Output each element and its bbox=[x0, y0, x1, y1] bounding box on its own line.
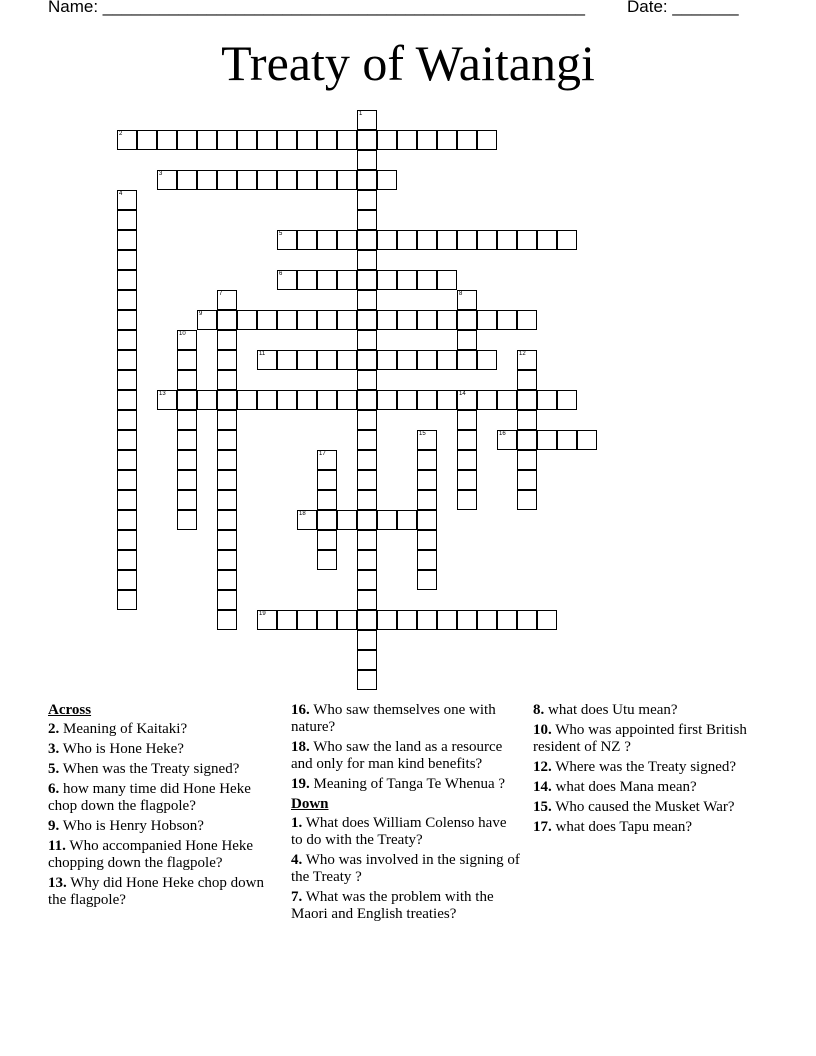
clue-down-15: 15. Who caused the Musket War? bbox=[533, 799, 735, 815]
grid-cell[interactable] bbox=[377, 350, 397, 370]
grid-cell[interactable] bbox=[217, 370, 237, 390]
grid-cell[interactable] bbox=[297, 350, 317, 370]
grid-cell[interactable] bbox=[357, 570, 377, 590]
grid-cell[interactable] bbox=[457, 430, 477, 450]
grid-cell[interactable] bbox=[477, 350, 497, 370]
grid-cell[interactable] bbox=[317, 550, 337, 570]
grid-cell[interactable] bbox=[277, 310, 297, 330]
cell-number: 15 bbox=[419, 431, 426, 437]
clues-column-3 bbox=[533, 702, 763, 839]
grid-cell[interactable] bbox=[277, 610, 297, 630]
grid-cell[interactable] bbox=[417, 490, 437, 510]
grid-cell[interactable] bbox=[317, 530, 337, 550]
grid-cell[interactable] bbox=[417, 610, 437, 630]
grid-cell[interactable] bbox=[317, 170, 337, 190]
grid-cell[interactable] bbox=[337, 170, 357, 190]
clue-across-18: 18. Who saw the land as a resource and only for man kind benefits? bbox=[291, 739, 503, 772]
grid-cell[interactable] bbox=[417, 350, 437, 370]
across-heading: Across bbox=[48, 702, 92, 718]
grid-cell[interactable] bbox=[357, 490, 377, 510]
grid-cell[interactable] bbox=[317, 270, 337, 290]
grid-cell[interactable] bbox=[217, 390, 237, 410]
grid-cell[interactable] bbox=[357, 190, 377, 210]
cell-number: 11 bbox=[259, 351, 266, 357]
grid-cell[interactable] bbox=[357, 450, 377, 470]
grid-cell[interactable] bbox=[417, 470, 437, 490]
grid-cell[interactable] bbox=[417, 570, 437, 590]
grid-cell[interactable] bbox=[557, 230, 577, 250]
grid-cell[interactable] bbox=[477, 230, 497, 250]
clue-across-6: 6. how many time did Hone Heke chop down the flagpole? bbox=[48, 781, 251, 814]
name-field-label: Name: ___________________________________________________ bbox=[48, 0, 585, 16]
grid-cell[interactable] bbox=[117, 270, 137, 290]
grid-cell[interactable] bbox=[517, 450, 537, 470]
clue-across-16: 16. Who saw themselves one with nature? bbox=[291, 702, 496, 735]
cell-number: 7 bbox=[219, 291, 223, 297]
grid-cell[interactable] bbox=[217, 490, 237, 510]
grid-cell[interactable] bbox=[417, 230, 437, 250]
cell-number: 17 bbox=[319, 451, 326, 457]
grid-cell[interactable] bbox=[357, 250, 377, 270]
grid-cell[interactable] bbox=[297, 390, 317, 410]
cell-number: 2 bbox=[119, 131, 123, 137]
grid-cell[interactable] bbox=[117, 410, 137, 430]
grid-cell[interactable] bbox=[357, 430, 377, 450]
grid-cell[interactable] bbox=[417, 390, 437, 410]
grid-cell[interactable] bbox=[317, 510, 337, 530]
grid-cell[interactable] bbox=[357, 630, 377, 650]
grid-cell[interactable] bbox=[217, 550, 237, 570]
grid-cell[interactable] bbox=[397, 610, 417, 630]
grid-cell[interactable] bbox=[177, 490, 197, 510]
grid-cell[interactable] bbox=[317, 610, 337, 630]
grid-cell[interactable] bbox=[437, 390, 457, 410]
date-field-label: Date: _______ bbox=[627, 0, 739, 16]
grid-cell[interactable] bbox=[537, 430, 557, 450]
grid-cell[interactable] bbox=[497, 430, 517, 450]
grid-cell[interactable] bbox=[397, 310, 417, 330]
clue-across-9: 9. Who is Henry Hobson? bbox=[48, 818, 204, 834]
grid-cell[interactable] bbox=[257, 350, 277, 370]
cell-number: 13 bbox=[159, 391, 166, 397]
clue-down-17: 17. what does Tapu mean? bbox=[533, 819, 693, 835]
clue-across-11: 11. Who accompanied Hone Heke chopping down the flagpole? bbox=[48, 838, 254, 871]
grid-cell[interactable] bbox=[517, 350, 537, 370]
grid-cell[interactable] bbox=[197, 310, 217, 330]
grid-cell[interactable] bbox=[257, 170, 277, 190]
grid-cell[interactable] bbox=[397, 230, 417, 250]
grid-cell[interactable] bbox=[357, 370, 377, 390]
cell-number: 19 bbox=[259, 611, 266, 617]
grid-cell[interactable] bbox=[417, 530, 437, 550]
grid-cell[interactable] bbox=[357, 290, 377, 310]
grid-cell[interactable] bbox=[337, 350, 357, 370]
grid-cell[interactable] bbox=[377, 230, 397, 250]
grid-cell[interactable] bbox=[317, 350, 337, 370]
grid-cell[interactable] bbox=[477, 610, 497, 630]
grid-cell[interactable] bbox=[417, 450, 437, 470]
cell-number: 16 bbox=[499, 431, 506, 437]
grid-cell[interactable] bbox=[437, 350, 457, 370]
grid-cell[interactable] bbox=[357, 170, 377, 190]
grid-cell[interactable] bbox=[117, 570, 137, 590]
grid-cell[interactable] bbox=[217, 310, 237, 330]
grid-cell[interactable] bbox=[277, 270, 297, 290]
grid-cell[interactable] bbox=[437, 230, 457, 250]
clue-across-19: 19. Meaning of Tanga Te Whenua ? bbox=[291, 776, 506, 792]
grid-cell[interactable] bbox=[577, 430, 597, 450]
grid-cell[interactable] bbox=[317, 230, 337, 250]
grid-cell[interactable] bbox=[317, 490, 337, 510]
grid-cell[interactable] bbox=[117, 230, 137, 250]
grid-cell[interactable] bbox=[397, 390, 417, 410]
grid-cell[interactable] bbox=[517, 310, 537, 330]
clue-down-7: 7. What was the problem with the Maori and English treaties? bbox=[291, 889, 494, 922]
grid-cell[interactable] bbox=[357, 550, 377, 570]
grid-cell[interactable] bbox=[377, 270, 397, 290]
grid-cell[interactable] bbox=[317, 390, 337, 410]
grid-cell[interactable] bbox=[277, 170, 297, 190]
grid-cell[interactable] bbox=[277, 350, 297, 370]
grid-cell[interactable] bbox=[117, 390, 137, 410]
grid-cell[interactable] bbox=[177, 510, 197, 530]
grid-cell[interactable] bbox=[177, 130, 197, 150]
grid-cell[interactable] bbox=[217, 470, 237, 490]
grid-cell[interactable] bbox=[117, 550, 137, 570]
grid-cell[interactable] bbox=[417, 550, 437, 570]
grid-cell[interactable] bbox=[117, 330, 137, 350]
grid-cell[interactable] bbox=[117, 310, 137, 330]
grid-cell[interactable] bbox=[217, 330, 237, 350]
grid-cell[interactable] bbox=[257, 610, 277, 630]
grid-cell[interactable] bbox=[517, 410, 537, 430]
grid-cell[interactable] bbox=[457, 470, 477, 490]
grid-cell[interactable] bbox=[477, 310, 497, 330]
down-heading: Down bbox=[291, 796, 329, 812]
grid-cell[interactable] bbox=[197, 170, 217, 190]
grid-cell[interactable] bbox=[357, 530, 377, 550]
grid-cell[interactable] bbox=[357, 390, 377, 410]
grid-cell[interactable] bbox=[117, 130, 137, 150]
grid-cell[interactable] bbox=[357, 210, 377, 230]
cell-number: 9 bbox=[199, 311, 203, 317]
clue-down-4: 4. Who was involved in the signing of the Treaty ? bbox=[291, 852, 520, 885]
grid-cell[interactable] bbox=[217, 570, 237, 590]
grid-cell[interactable] bbox=[357, 510, 377, 530]
clue-down-8: 8. what does Utu mean? bbox=[533, 702, 678, 718]
grid-cell[interactable] bbox=[457, 230, 477, 250]
grid-cell[interactable] bbox=[417, 430, 437, 450]
grid-cell[interactable] bbox=[517, 370, 537, 390]
grid-cell[interactable] bbox=[237, 310, 257, 330]
grid-cell[interactable] bbox=[437, 610, 457, 630]
cell-number: 3 bbox=[159, 171, 163, 177]
grid-cell[interactable] bbox=[457, 350, 477, 370]
cell-number: 14 bbox=[459, 391, 466, 397]
grid-cell[interactable] bbox=[117, 430, 137, 450]
grid-cell[interactable] bbox=[217, 350, 237, 370]
grid-cell[interactable] bbox=[357, 270, 377, 290]
grid-cell[interactable] bbox=[217, 610, 237, 630]
clue-down-1: 1. What does William Colenso have to do with the Treaty? bbox=[291, 815, 507, 848]
grid-cell[interactable] bbox=[297, 170, 317, 190]
grid-cell[interactable] bbox=[177, 430, 197, 450]
grid-cell[interactable] bbox=[217, 290, 237, 310]
grid-cell[interactable] bbox=[237, 170, 257, 190]
grid-cell[interactable] bbox=[237, 390, 257, 410]
grid-cell[interactable] bbox=[277, 390, 297, 410]
grid-cell[interactable] bbox=[317, 470, 337, 490]
cell-number: 18 bbox=[299, 511, 306, 517]
grid-cell[interactable] bbox=[197, 130, 217, 150]
grid-cell[interactable] bbox=[117, 470, 137, 490]
grid-cell[interactable] bbox=[177, 330, 197, 350]
grid-cell[interactable] bbox=[537, 610, 557, 630]
clue-down-12: 12. Where was the Treaty signed? bbox=[533, 759, 737, 775]
clue-across-3: 3. Who is Hone Heke? bbox=[48, 741, 184, 757]
grid-cell[interactable] bbox=[277, 230, 297, 250]
grid-cell[interactable] bbox=[117, 190, 137, 210]
grid-cell[interactable] bbox=[517, 390, 537, 410]
grid-cell[interactable] bbox=[357, 470, 377, 490]
grid-cell[interactable] bbox=[417, 130, 437, 150]
grid-cell[interactable] bbox=[357, 650, 377, 670]
grid-cell[interactable] bbox=[357, 230, 377, 250]
grid-cell[interactable] bbox=[397, 130, 417, 150]
grid-cell[interactable] bbox=[497, 310, 517, 330]
grid-cell[interactable] bbox=[357, 310, 377, 330]
cell-number: 10 bbox=[179, 331, 186, 337]
grid-cell[interactable] bbox=[437, 130, 457, 150]
grid-cell[interactable] bbox=[117, 370, 137, 390]
grid-cell[interactable] bbox=[397, 510, 417, 530]
grid-cell[interactable] bbox=[357, 150, 377, 170]
page-title: Treaty of Waitangi bbox=[221, 35, 595, 91]
grid-cell[interactable] bbox=[357, 590, 377, 610]
clue-across-13: 13. Why did Hone Heke chop down the flagpole? bbox=[48, 875, 264, 908]
grid-cell[interactable] bbox=[177, 170, 197, 190]
grid-cell[interactable] bbox=[157, 170, 177, 190]
grid-cell[interactable] bbox=[297, 510, 317, 530]
grid-cell[interactable] bbox=[377, 390, 397, 410]
grid-cell[interactable] bbox=[457, 410, 477, 430]
grid-cell[interactable] bbox=[117, 290, 137, 310]
grid-cell[interactable] bbox=[457, 310, 477, 330]
clue-down-10: 10. Who was appointed first British resident of NZ ? bbox=[533, 722, 747, 755]
grid-cell[interactable] bbox=[117, 210, 137, 230]
grid-cell[interactable] bbox=[337, 230, 357, 250]
grid-cell[interactable] bbox=[297, 610, 317, 630]
grid-cell[interactable] bbox=[237, 130, 257, 150]
clues-column-1 bbox=[48, 702, 278, 912]
cell-number: 6 bbox=[279, 271, 283, 277]
grid-cell[interactable] bbox=[217, 510, 237, 530]
grid-cell[interactable] bbox=[337, 310, 357, 330]
grid-cell[interactable] bbox=[117, 350, 137, 370]
grid-cell[interactable] bbox=[217, 410, 237, 430]
grid-cell[interactable] bbox=[557, 430, 577, 450]
grid-cell[interactable] bbox=[297, 230, 317, 250]
grid-cell[interactable] bbox=[417, 310, 437, 330]
grid-cell[interactable] bbox=[117, 510, 137, 530]
grid-cell[interactable] bbox=[377, 510, 397, 530]
grid-cell[interactable] bbox=[357, 130, 377, 150]
clue-across-2: 2. Meaning of Kaitaki? bbox=[48, 721, 188, 737]
grid-cell[interactable] bbox=[457, 330, 477, 350]
grid-cell[interactable] bbox=[457, 450, 477, 470]
grid-cell[interactable] bbox=[557, 390, 577, 410]
grid-cell[interactable] bbox=[457, 610, 477, 630]
grid-cell[interactable] bbox=[217, 130, 237, 150]
cell-number: 12 bbox=[519, 351, 526, 357]
clue-down-14: 14. what does Mana mean? bbox=[533, 779, 697, 795]
grid-cell[interactable] bbox=[297, 270, 317, 290]
cell-number: 5 bbox=[279, 231, 283, 237]
grid-cell[interactable] bbox=[277, 130, 297, 150]
grid-cell[interactable] bbox=[377, 610, 397, 630]
grid-cell[interactable] bbox=[117, 590, 137, 610]
grid-cell[interactable] bbox=[517, 610, 537, 630]
grid-cell[interactable] bbox=[497, 230, 517, 250]
grid-cell[interactable] bbox=[497, 610, 517, 630]
grid-cell[interactable] bbox=[337, 510, 357, 530]
cell-number: 1 bbox=[359, 111, 363, 117]
grid-cell[interactable] bbox=[517, 470, 537, 490]
grid-cell[interactable] bbox=[177, 350, 197, 370]
grid-cell[interactable] bbox=[357, 670, 377, 690]
clues-column-2 bbox=[291, 702, 521, 926]
grid-cell[interactable] bbox=[417, 510, 437, 530]
grid-cell[interactable] bbox=[217, 590, 237, 610]
grid-cell[interactable] bbox=[517, 490, 537, 510]
grid-cell[interactable] bbox=[337, 270, 357, 290]
grid-cell[interactable] bbox=[217, 530, 237, 550]
cell-number: 4 bbox=[119, 191, 123, 197]
grid-cell[interactable] bbox=[177, 450, 197, 470]
grid-cell[interactable] bbox=[477, 390, 497, 410]
grid-cell[interactable] bbox=[217, 170, 237, 190]
grid-cell[interactable] bbox=[157, 390, 177, 410]
grid-cell[interactable] bbox=[397, 270, 417, 290]
grid-cell[interactable] bbox=[457, 130, 477, 150]
grid-cell[interactable] bbox=[337, 610, 357, 630]
grid-cell[interactable] bbox=[177, 370, 197, 390]
cell-number: 8 bbox=[459, 291, 463, 297]
grid-cell[interactable] bbox=[117, 490, 137, 510]
grid-cell[interactable] bbox=[437, 270, 457, 290]
grid-cell[interactable] bbox=[437, 310, 457, 330]
grid-cell[interactable] bbox=[337, 390, 357, 410]
grid-cell[interactable] bbox=[417, 270, 437, 290]
grid-cell[interactable] bbox=[317, 310, 337, 330]
grid-cell[interactable] bbox=[217, 450, 237, 470]
grid-cell[interactable] bbox=[377, 170, 397, 190]
grid-cell[interactable] bbox=[457, 290, 477, 310]
clue-across-5: 5. When was the Treaty signed? bbox=[48, 761, 240, 777]
grid-cell[interactable] bbox=[377, 310, 397, 330]
grid-cell[interactable] bbox=[317, 450, 337, 470]
grid-cell[interactable] bbox=[117, 250, 137, 270]
grid-cell[interactable] bbox=[177, 390, 197, 410]
grid-cell[interactable] bbox=[157, 130, 177, 150]
grid-cell[interactable] bbox=[117, 450, 137, 470]
grid-cell[interactable] bbox=[357, 610, 377, 630]
grid-cell[interactable] bbox=[337, 130, 357, 150]
grid-cell[interactable] bbox=[517, 230, 537, 250]
grid-cell[interactable] bbox=[137, 130, 157, 150]
grid-cell[interactable] bbox=[537, 230, 557, 250]
grid-cell[interactable] bbox=[377, 130, 397, 150]
grid-cell[interactable] bbox=[357, 350, 377, 370]
grid-cell[interactable] bbox=[177, 410, 197, 430]
grid-cell[interactable] bbox=[297, 310, 317, 330]
grid-cell[interactable] bbox=[357, 410, 377, 430]
grid-cell[interactable] bbox=[257, 390, 277, 410]
grid-cell[interactable] bbox=[457, 390, 477, 410]
grid-cell[interactable] bbox=[357, 110, 377, 130]
grid-cell[interactable] bbox=[217, 430, 237, 450]
grid-cell[interactable] bbox=[477, 130, 497, 150]
grid-cell[interactable] bbox=[177, 470, 197, 490]
grid-cell[interactable] bbox=[117, 530, 137, 550]
grid-cell[interactable] bbox=[457, 490, 477, 510]
grid-cell[interactable] bbox=[517, 430, 537, 450]
grid-cell[interactable] bbox=[397, 350, 417, 370]
grid-cell[interactable] bbox=[357, 330, 377, 350]
grid-cell[interactable] bbox=[317, 130, 337, 150]
grid-cell[interactable] bbox=[197, 390, 217, 410]
grid-cell[interactable] bbox=[297, 130, 317, 150]
grid-cell[interactable] bbox=[257, 310, 277, 330]
grid-cell[interactable] bbox=[257, 130, 277, 150]
grid-cell[interactable] bbox=[497, 390, 517, 410]
grid-cell[interactable] bbox=[537, 390, 557, 410]
